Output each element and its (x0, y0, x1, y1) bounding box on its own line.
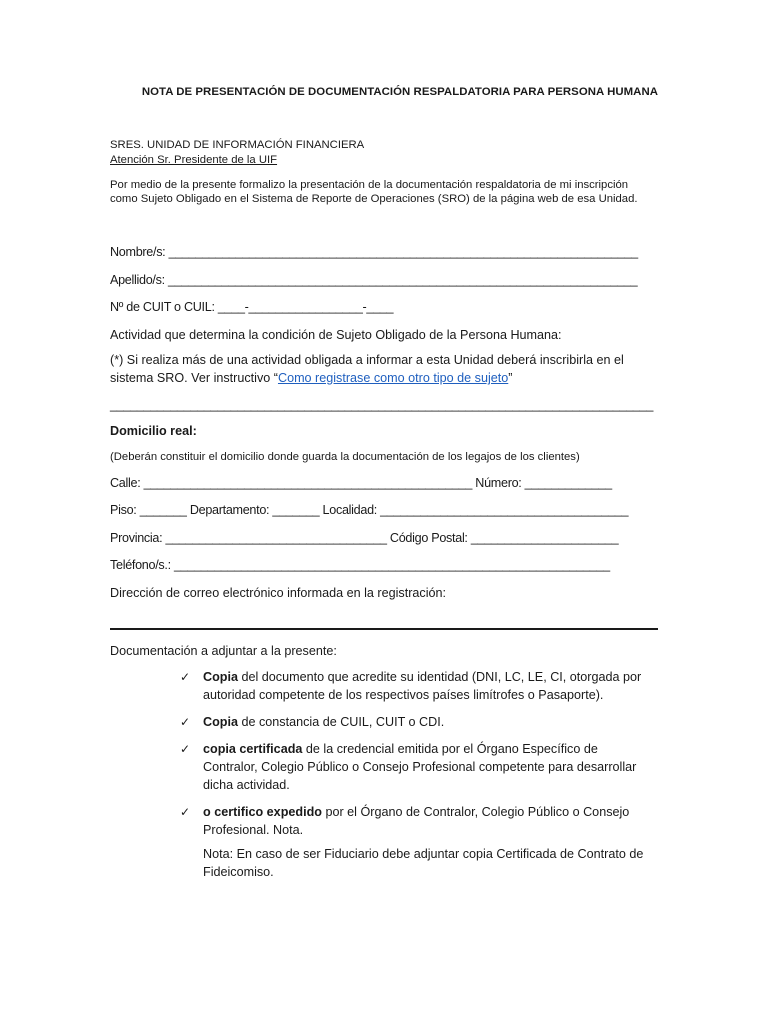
domicilio-heading: Domicilio real: (110, 424, 197, 438)
multi-activity-pre: sistema SRO. Ver instructivo “ (110, 371, 278, 385)
list-item-bold: copia certificada (203, 742, 303, 756)
list-item-line: Profesional. Nota. (203, 823, 304, 837)
recipient-line-1: SRES. UNIDAD DE INFORMACIÓN FINANCIERA (110, 139, 365, 151)
list-item-line: Contralor, Colegio Público o Consejo Profesional competente para desarrollar (203, 760, 637, 774)
list-item-line (203, 713, 660, 731)
note-line-1: Nota: En caso de ser Fiduciario debe adjuntar copia Certificada de Contrato de (203, 847, 644, 861)
provincia-cp-field[interactable]: Provincia: _________________________________ Código Postal: ______________________ (110, 531, 619, 545)
apellido-field[interactable]: Apellido/s: ______________________________________________________________________ (110, 273, 638, 287)
checkmark-icon: ✓ (180, 670, 191, 684)
actividad-blank-line[interactable]: _________________________________________________________________________________ (110, 398, 654, 412)
documentacion-heading: Documentación a adjuntar a la presente: (110, 644, 337, 658)
multi-activity-line-2 (110, 369, 512, 387)
list-item (180, 668, 660, 704)
cuit-field[interactable]: Nº de CUIT o CUIL: ____-_________________-____ (110, 300, 394, 314)
checkmark-icon: ✓ (180, 805, 191, 819)
fiduciario-note (180, 845, 660, 881)
multi-activity-line-1: (*) Si realiza más de una actividad obligada a informar a esta Unidad deberá inscribirla en el (110, 353, 624, 367)
list-item (180, 713, 660, 731)
instructivo-link[interactable]: Como registrase como otro tipo de sujeto (277, 371, 509, 385)
domicilio-note: (Deberán constituir el domicilio donde guarda la documentación de los legajos de los clientes) (110, 451, 580, 463)
checkmark-icon: ✓ (180, 742, 191, 756)
list-item-line (203, 668, 660, 686)
list-item-line: dicha actividad. (203, 778, 290, 792)
email-answer-line[interactable] (110, 628, 658, 630)
list-item-text: de la credencial emitida por el Órgano Específico de (302, 742, 598, 756)
list-item-text: de constancia de CUIL, CUIT o CDI. (237, 715, 445, 729)
documentacion-list (180, 668, 660, 881)
list-item-text: del documento que acredite su identidad (DNI, LC, LE, CI, otorgada por (237, 670, 642, 684)
email-label: Dirección de correo electrónico informada en la registración: (110, 586, 446, 600)
nombre-field[interactable]: Nombre/s: ______________________________________________________________________ (110, 245, 638, 259)
piso-depto-localidad-field[interactable]: Piso: _______ Departamento: _______ Localidad: _____________________________________ (110, 503, 629, 517)
document-title: NOTA DE PRESENTACIÓN DE DOCUMENTACIÓN RESPALDATORIA PARA PERSONA HUMANA (141, 86, 658, 98)
list-item-line (203, 740, 660, 758)
list-item (180, 740, 660, 794)
calle-numero-field[interactable]: Calle: _________________________________________________ Número: _____________ (110, 476, 612, 490)
list-item-line: autoridad competente de los respectivos países limítrofes o Pasaporte). (203, 688, 604, 702)
list-item-bold: Copia (203, 715, 238, 729)
list-item-bold: Copia (203, 670, 238, 684)
actividad-label: Actividad que determina la condición de Sujeto Obligado de la Persona Humana: (110, 328, 562, 342)
list-item-bold: o certifico expedido (203, 805, 322, 819)
list-item (180, 803, 660, 839)
multi-activity-post: ” (508, 371, 513, 385)
telefono-field[interactable]: Teléfono/s.: _________________________________________________________________ (110, 558, 610, 572)
list-item-line (203, 803, 660, 821)
checkmark-icon: ✓ (180, 715, 191, 729)
recipient-line-2: Atención Sr. Presidente de la UIF (110, 154, 278, 166)
intro-line-1: Por medio de la presente formalizo la presentación de la documentación respaldatoria de mi inscripción (110, 179, 629, 191)
list-item-text: por el Órgano de Contralor, Colegio Público o Consejo (321, 805, 630, 819)
intro-line-2: como Sujeto Obligado en el Sistema de Reporte de Operaciones (SRO) de la página web de esa Unidad. (110, 193, 638, 205)
note-line-2: Fideicomiso. (203, 865, 274, 879)
